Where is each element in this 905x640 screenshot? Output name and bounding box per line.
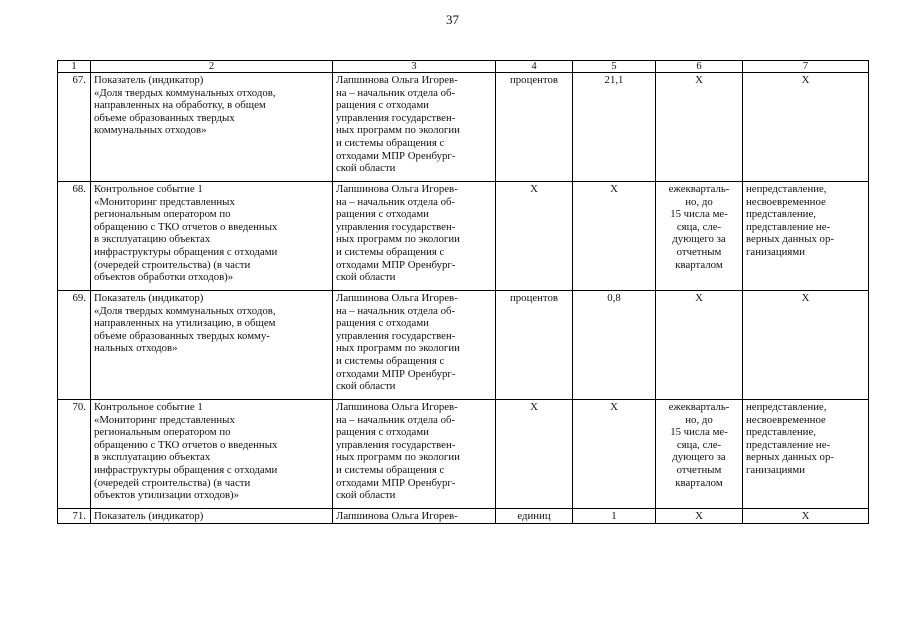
- row-number: 70.: [58, 400, 91, 509]
- risk-description: Х: [743, 73, 869, 182]
- unit-of-measure: Х: [496, 182, 573, 291]
- target-value: 1: [573, 509, 656, 524]
- row-number: 71.: [58, 509, 91, 524]
- column-header: 4: [496, 61, 573, 73]
- monitoring-table: [57, 60, 869, 524]
- table-row: [58, 509, 869, 524]
- risk-description: Х: [743, 291, 869, 400]
- responsible-person: Лапшинова Ольга Игорев- на – начальник отдела об- ращения с отходами управления государствен- ных программ по экологии и системы обращения с отходами МПР Оренбург- ской области: [333, 291, 496, 400]
- table-header-row: [58, 61, 869, 73]
- column-header: 3: [333, 61, 496, 73]
- responsible-person: Лапшинова Ольга Игорев-: [333, 509, 496, 524]
- unit-of-measure: единиц: [496, 509, 573, 524]
- target-value: 0,8: [573, 291, 656, 400]
- responsible-person: Лапшинова Ольга Игорев- на – начальник отдела об- ращения с отходами управления государствен- ных программ по экологии и системы обращения с отходами МПР Оренбург- ской области: [333, 400, 496, 509]
- column-header: 1: [58, 61, 91, 73]
- unit-of-measure: процентов: [496, 291, 573, 400]
- indicator-name: Показатель (индикатор): [91, 509, 333, 524]
- table-row: [58, 182, 869, 291]
- indicator-name: Показатель (индикатор) «Доля твердых коммунальных отходов, направленных на утилизацию, в общем объеме образованных твердых комму- нальных отходов»: [91, 291, 333, 400]
- reporting-period: Х: [656, 509, 743, 524]
- row-number: 67.: [58, 73, 91, 182]
- risk-description: непредставление, несвоевременное представление, представление не- верных данных ор- ганизациями: [743, 400, 869, 509]
- row-number: 68.: [58, 182, 91, 291]
- target-value: Х: [573, 400, 656, 509]
- unit-of-measure: процентов: [496, 73, 573, 182]
- target-value: 21,1: [573, 73, 656, 182]
- table-row: [58, 291, 869, 400]
- unit-of-measure: Х: [496, 400, 573, 509]
- indicator-name: Показатель (индикатор) «Доля твердых коммунальных отходов, направленных на обработку, в общем объеме образованных твердых коммунальных отходов»: [91, 73, 333, 182]
- page-number: 37: [446, 12, 459, 27]
- column-header: 6: [656, 61, 743, 73]
- risk-description: Х: [743, 509, 869, 524]
- target-value: Х: [573, 182, 656, 291]
- reporting-period: Х: [656, 73, 743, 182]
- responsible-person: Лапшинова Ольга Игорев- на – начальник отдела об- ращения с отходами управления государствен- ных программ по экологии и системы обращения с отходами МПР Оренбург- ской области: [333, 182, 496, 291]
- indicator-name: Контрольное событие 1 «Мониторинг представленных региональным оператором по обращению с ТКО отчетов о введенных в эксплуатацию объектах инфраструктуры обращения с отходами (очередей строительства) (в части объектов обработки отходов)»: [91, 182, 333, 291]
- responsible-person: Лапшинова Ольга Игорев- на – начальник отдела об- ращения с отходами управления государствен- ных программ по экологии и системы обращения с отходами МПР Оренбург- ской области: [333, 73, 496, 182]
- table-row: [58, 400, 869, 509]
- row-number: 69.: [58, 291, 91, 400]
- indicator-name: Контрольное событие 1 «Мониторинг представленных региональным оператором по обращению с ТКО отчетов о введенных в эксплуатацию объектах инфраструктуры обращения с отходами (очередей строительства) (в части объектов утилизации отходов)»: [91, 400, 333, 509]
- reporting-period: Х: [656, 291, 743, 400]
- reporting-period: ежекварталь- но, до 15 числа ме- сяца, сле- дующего за отчетным кварталом: [656, 182, 743, 291]
- risk-description: непредставление, несвоевременное представление, представление не- верных данных ор- ганизациями: [743, 182, 869, 291]
- column-header: 2: [91, 61, 333, 73]
- column-header: 7: [743, 61, 869, 73]
- column-header: 5: [573, 61, 656, 73]
- table-row: [58, 73, 869, 182]
- reporting-period: ежекварталь- но, до 15 числа ме- сяца, сле- дующего за отчетным кварталом: [656, 400, 743, 509]
